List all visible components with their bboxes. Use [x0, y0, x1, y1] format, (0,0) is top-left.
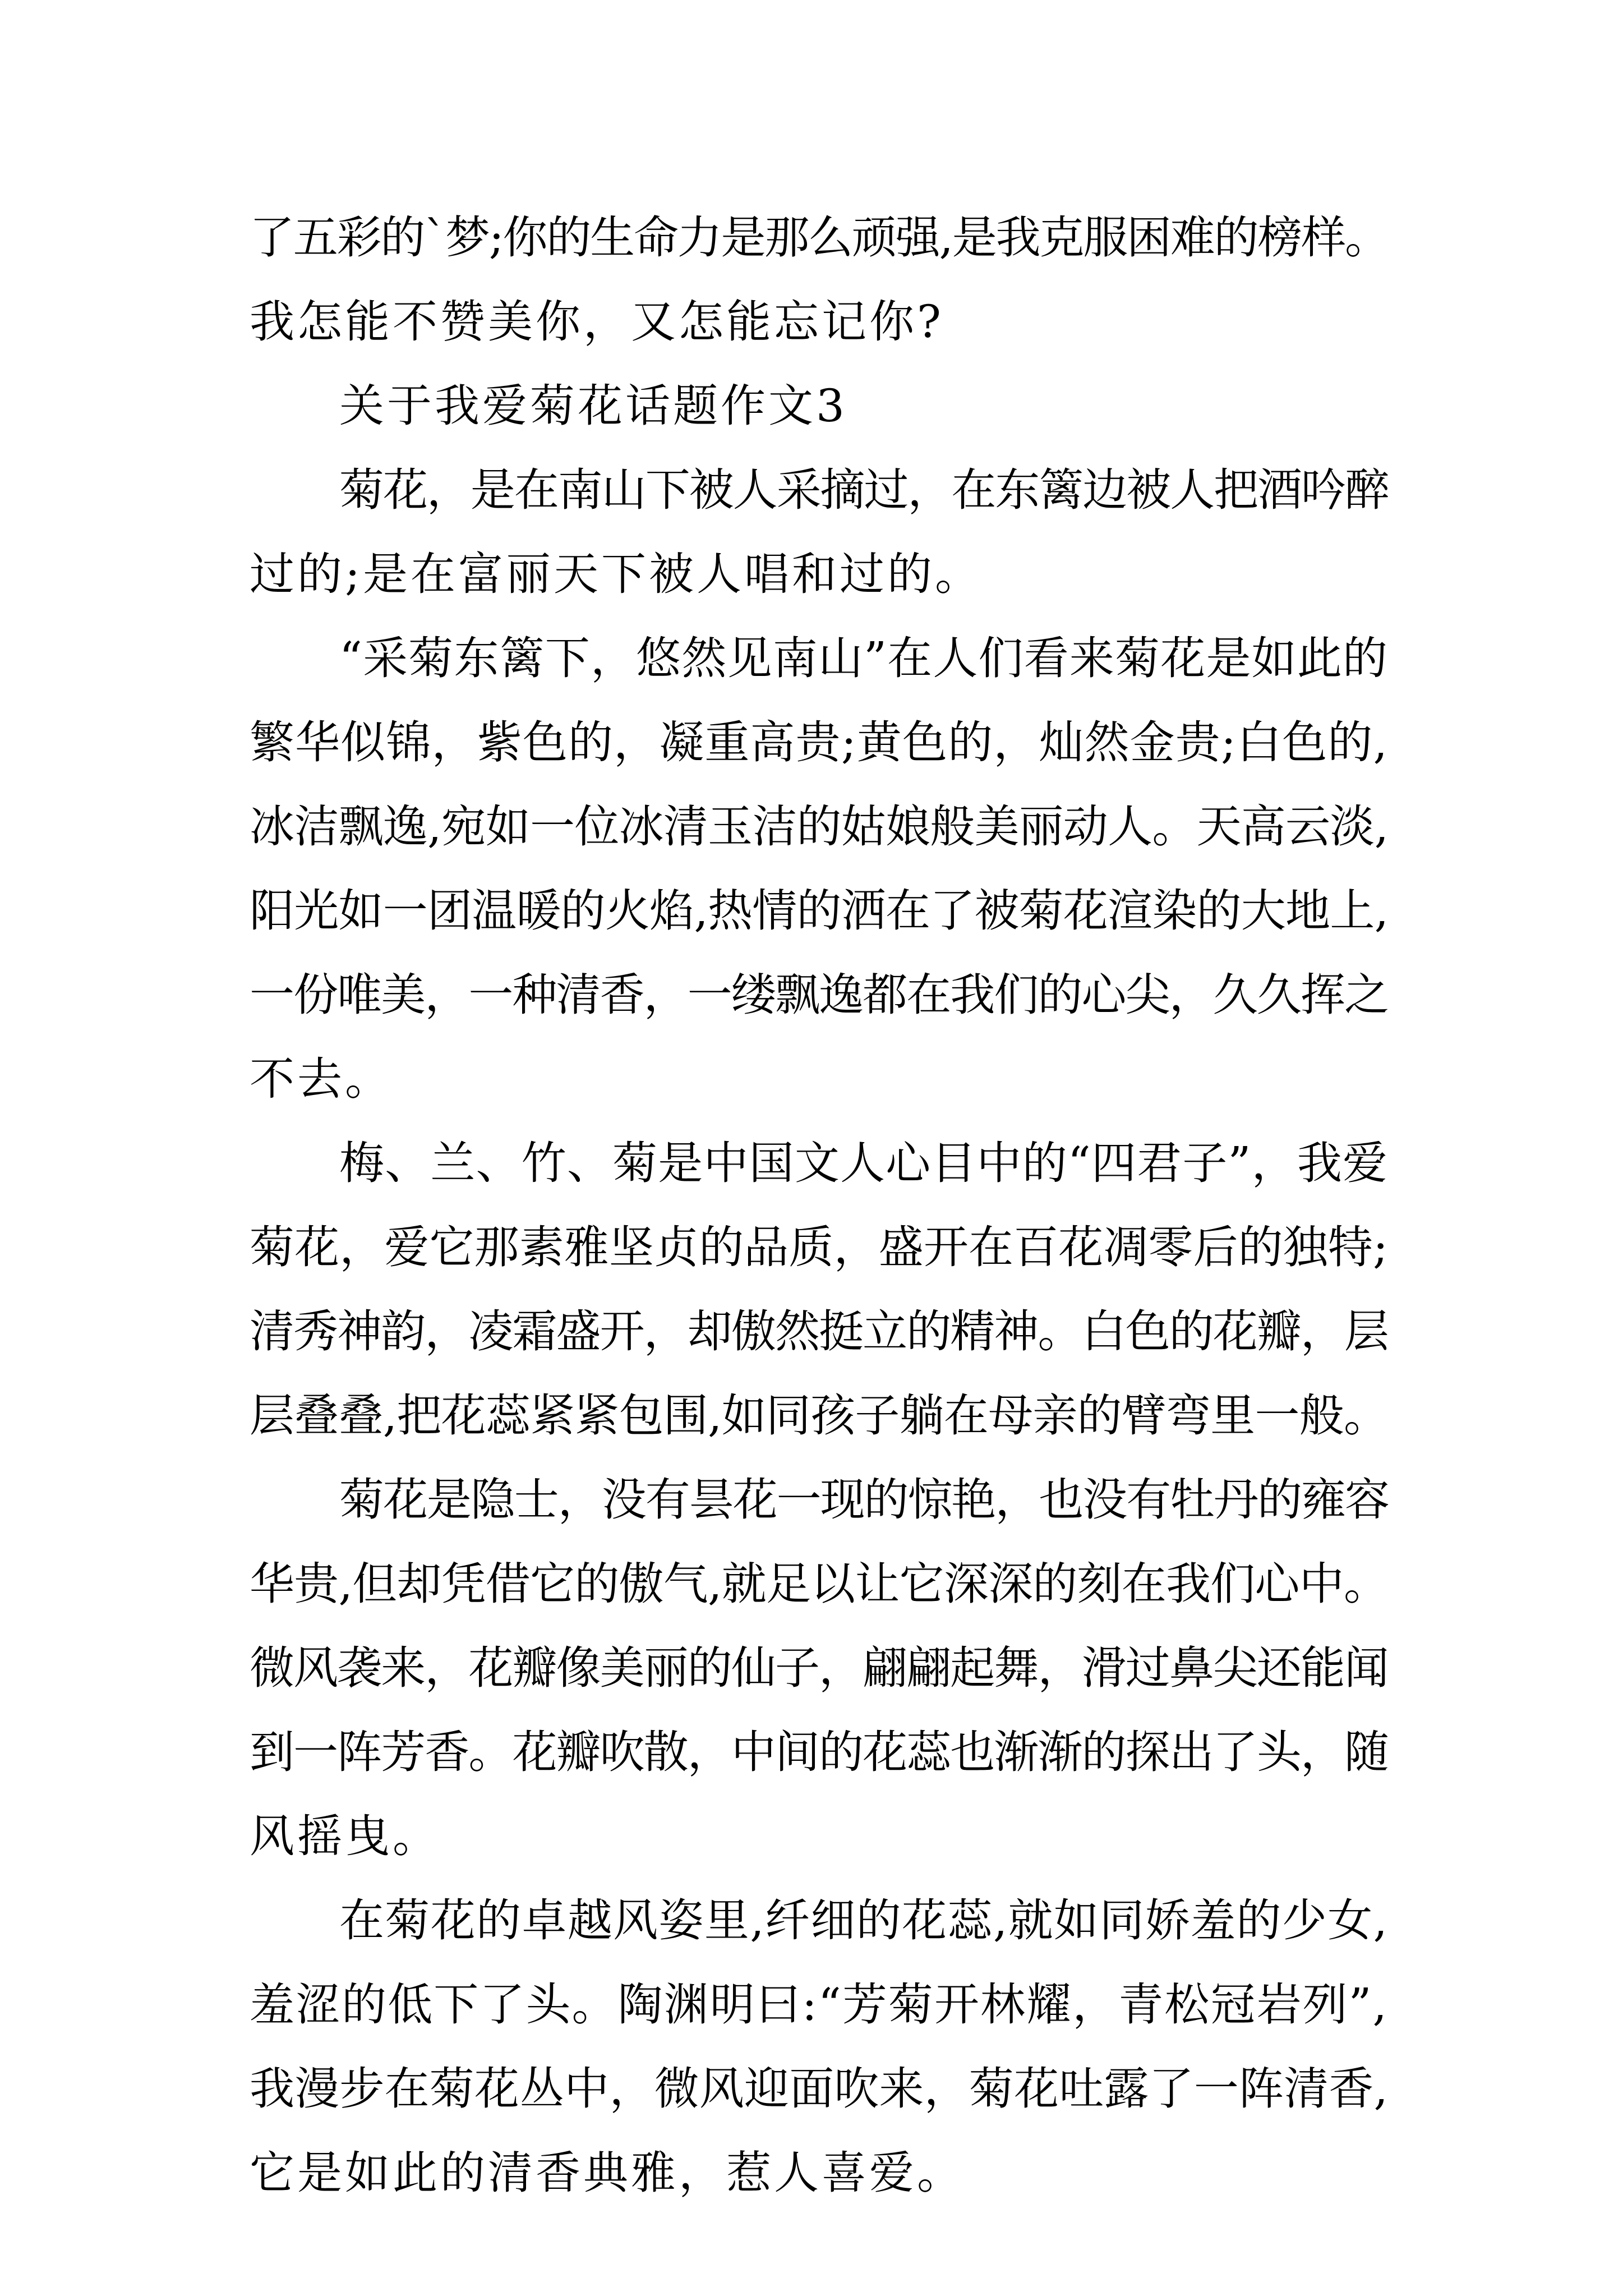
text-line: 羞涩的低下了头。陶渊明曰:“芳菊开林耀，青松冠岩列”,	[250, 1978, 1388, 2031]
text-line: 了五彩的`梦;你的生命力是那么顽强,是我克服困难的榜样。	[250, 211, 1388, 264]
text-line: 我怎能不赞美你，又怎能忘记你?	[250, 296, 944, 348]
text-line: 冰洁飘逸,宛如一位冰清玉洁的姑娘般美丽动人。天高云淡,	[250, 800, 1388, 853]
text-line: “采菊东篱下，悠然见南山”在人们看来菊花是如此的	[339, 632, 1388, 684]
text-line: 过的;是在富丽天下被人唱和过的。	[250, 548, 983, 600]
text-line: 华贵,但却凭借它的傲气,就足以让它深深的刻在我们心中。	[250, 1558, 1388, 1610]
text-line: 菊花是隐士，没有昙花一现的惊艳，也没有牡丹的雍容	[339, 1474, 1388, 1526]
text-line: 一份唯美，一种清香，一缕飘逸都在我们的心尖，久久挥之	[250, 969, 1388, 1021]
text-line: 风摇曳。	[250, 1810, 440, 1862]
text-line: 它是如此的清香典雅，惹人喜爱。	[250, 2147, 965, 2199]
text-line: 菊花，爱它那素雅坚贞的品质，盛开在百花凋零后的独特;	[250, 1221, 1388, 1273]
text-line: 不去。	[250, 1053, 393, 1105]
text-line: 菊花，是在南山下被人采摘过，在东篱边被人把酒吟醉	[339, 464, 1388, 516]
text-line: 阳光如一团温暖的火焰,热情的洒在了被菊花渲染的大地上,	[250, 885, 1388, 937]
text-line: 清秀神韵，凌霜盛开，却傲然挺立的精神。白色的花瓣，层	[250, 1305, 1388, 1358]
text-line: 微风袭来，花瓣像美丽的仙子，翩翩起舞，滑过鼻尖还能闻	[250, 1642, 1388, 1694]
text-line: 在菊花的卓越风姿里,纤细的花蕊,就如同娇羞的少女,	[339, 1894, 1388, 1947]
text-line: 我漫步在菊花丛中，微风迎面吹来，菊花吐露了一阵清香,	[250, 2063, 1388, 2115]
text-line: 层叠叠,把花蕊紧紧包围,如同孩子躺在母亲的臂弯里一般。	[250, 1389, 1388, 1442]
section-heading: 关于我爱菊花话题作文3	[339, 380, 847, 432]
text-line: 到一阵芳香。花瓣吹散，中间的花蕊也渐渐的探出了头，随	[250, 1726, 1388, 1778]
text-line: 梅、兰、竹、菊是中国文人心目中的“四君子”，我爱	[339, 1137, 1388, 1189]
text-line: 繁华似锦，紫色的，凝重高贵;黄色的，灿然金贵;白色的,	[250, 716, 1388, 769]
